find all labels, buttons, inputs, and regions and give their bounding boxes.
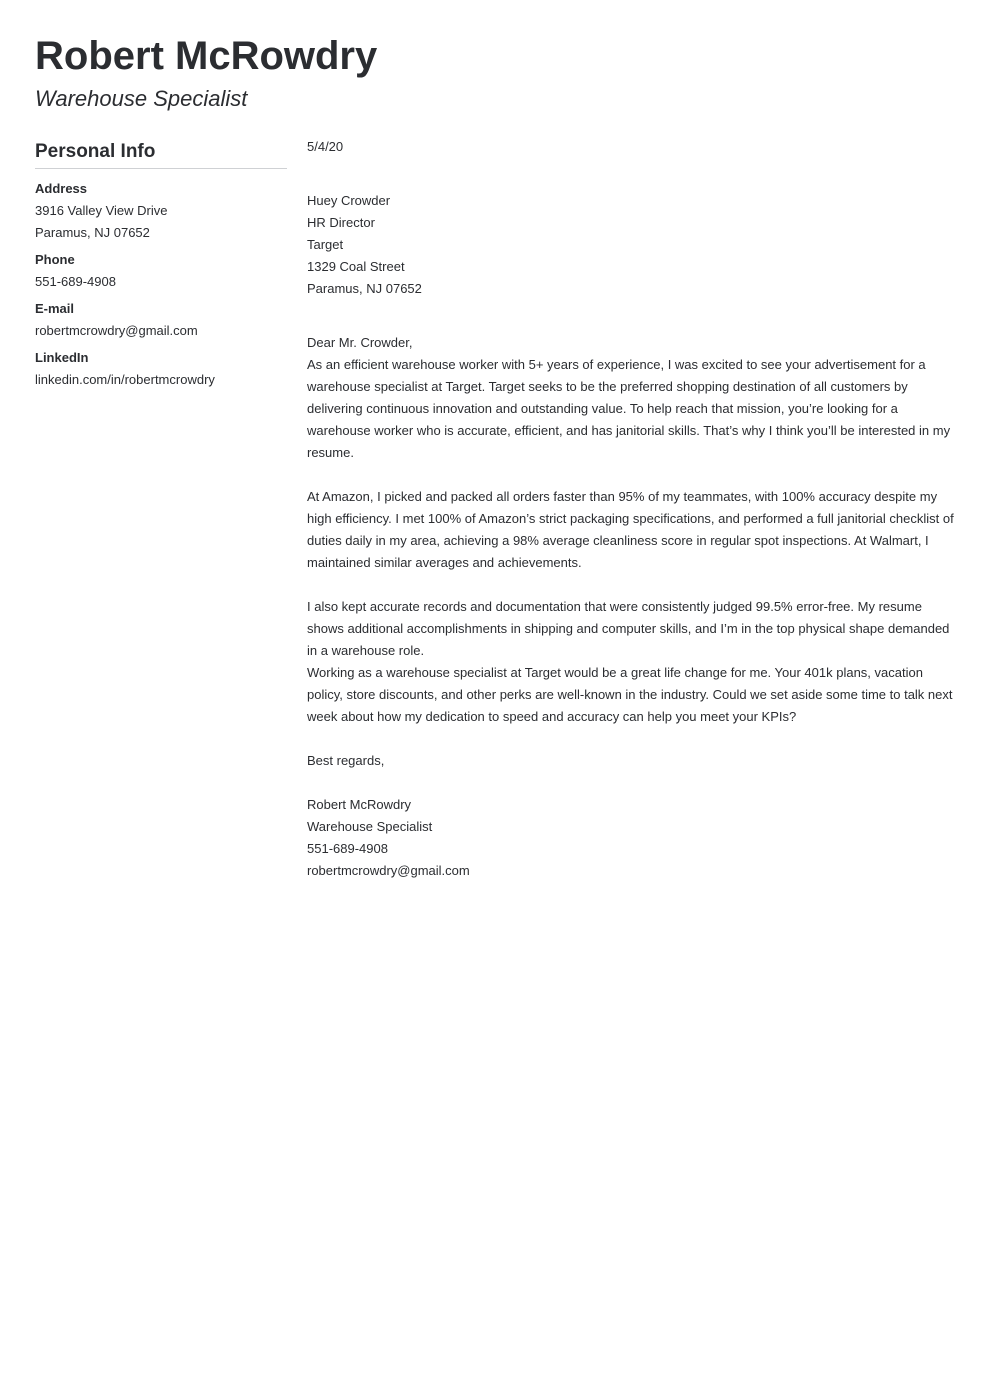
phone-group — [35, 252, 287, 293]
body-paragraph: As an efficient warehouse worker with 5+ years of experience, I was excited to see your advertisement for a warehouse specialist at Target. Target seeks to be the preferred shopping destination of all customers by delivering continuous innovation and outstanding value. To help reach that mission, you’re looking for a warehouse worker who is accurate, efficient, and has janitorial skills. That’s why I think you’ll be interested in my resume. — [307, 357, 951, 460]
address-line-1: 3916 Valley View Drive — [35, 203, 168, 218]
applicant-name: Robert McRowdry — [35, 34, 378, 78]
signature-block — [307, 794, 957, 882]
signature-email: robertmcrowdry@gmail.com — [307, 863, 470, 878]
signature-name: Robert McRowdry — [307, 797, 412, 812]
body-paragraph: At Amazon, I picked and packed all orders faster than 95% of my teammates, with 100% accuracy despite my high efficiency. I met 100% of Amazon’s strict packaging specifications, and performed a full janitorial checklist of duties daily in my area, achieving a 98% average cleanliness score in regular spot inspections. At Walmart, I maintained similar averages and achievements. — [307, 489, 954, 570]
recipient-title: HR Director — [307, 215, 375, 230]
recipient-name: Huey Crowder — [307, 193, 391, 208]
personal-info-heading: Personal Info — [35, 139, 287, 169]
recipient-block — [307, 190, 957, 300]
recipient-city: Paramus, NJ 07652 — [307, 281, 422, 296]
address-group — [35, 181, 287, 244]
body-paragraph: I also kept accurate records and documentation that were consistently judged 99.5% error-free. My resume shows additional accomplishments in shipping and computer skills, and I’m in the top physical shape demanded in a warehouse role. — [307, 599, 950, 658]
email-label: E-mail — [35, 301, 75, 316]
address-line-2: Paramus, NJ 07652 — [35, 225, 150, 240]
signature-phone: 551-689-4908 — [307, 841, 388, 856]
address-label: Address — [35, 181, 88, 196]
letter-body — [307, 136, 957, 882]
email-value: robertmcrowdry@gmail.com — [35, 323, 198, 338]
body-paragraph: Working as a warehouse specialist at Target would be a great life change for me. Your 401k plans, vacation policy, store discounts, and other perks are well-known in the industry. Could we set aside some time to talk next week about how my dedication to speed and accuracy can help you meet your KPIs? — [307, 665, 953, 724]
linkedin-value: linkedin.com/in/robertmcrowdry — [35, 372, 215, 387]
phone-label: Phone — [35, 252, 75, 267]
email-group — [35, 301, 287, 342]
personal-info-sidebar — [35, 139, 287, 399]
closing: Best regards, — [307, 753, 385, 768]
linkedin-label: LinkedIn — [35, 350, 89, 365]
linkedin-group — [35, 350, 287, 391]
recipient-street: 1329 Coal Street — [307, 259, 405, 274]
recipient-company: Target — [307, 237, 344, 252]
applicant-job-title: Warehouse Specialist — [35, 86, 248, 111]
letter-date: 5/4/20 — [307, 139, 344, 154]
signature-title: Warehouse Specialist — [307, 819, 433, 834]
phone-value: 551-689-4908 — [35, 274, 116, 289]
salutation: Dear Mr. Crowder, — [307, 335, 413, 350]
